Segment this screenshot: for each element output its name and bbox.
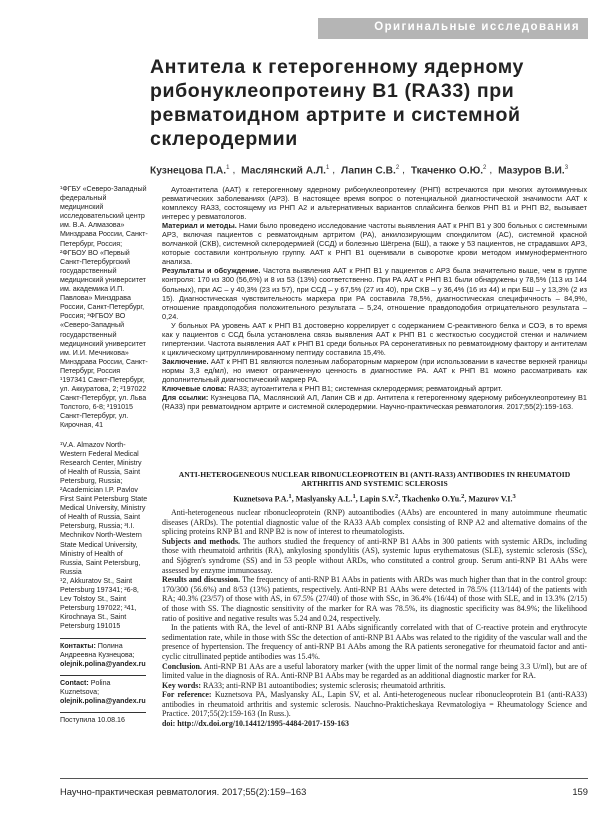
author-separator: , [355, 494, 360, 504]
contact-name: Полина Андреевна Кузнецова; [60, 641, 135, 659]
section-text: Кузнецова ПА, Маслянский АЛ, Лапин СВ и др. Антитела к гетерогенному ядерному рибонуклеопротеину В1 (RA33) при ревматоидном артрите и системной склеродермии. Научно-практическая ревматология. 2017;55(2):159-163. [162, 393, 588, 412]
author-name: Mazurov V.I. [468, 494, 513, 504]
abstract-citation [162, 690, 587, 719]
author-name: Lapin S.V. [359, 494, 395, 504]
section-label: Subjects and methods. [162, 536, 241, 546]
author-name: Maslyansky A.L. [295, 494, 353, 504]
section-label: Результаты и обсуждение. [162, 266, 261, 276]
authors-en [162, 493, 587, 504]
doi-label: doi: [162, 719, 176, 729]
abstract-results-continued: У больных РА уровень ААТ к РНП В1 достоверно коррелирует с содержанием С-реактивного белка и СОЭ, в то время как у пациентов с ССД была установлена связь выявления ААТ к РНП В1 с жесткостью сосудистой стенки и наличием гипертензии. Частота выявления ААТ к РНП В1 среди больных РА серонегативных по ревматоидному фактору и антителам к циклическому цитруллинированному пептиду составила 15,4%. [162, 320, 587, 357]
abstract-results-continued: In the patients with RA, the level of anti-RNP B1 AAbs significantly correlated with that of C-reactive protein and erythrocyte sedimentation rate, while in those with SSc the detection of anti-RNP B1 AAbs was related to the rigidity of the vascular wall and the presence of hypertension. The frequency of anti-RNP B1 AAbs among the RA patients seronegative for rheumatoid factor and anti-cyclic citrullinated peptide antibodies was 15.4%. [162, 623, 587, 661]
author-sup: 2 [461, 493, 465, 500]
contact-email-link[interactable]: olejnik.polina@yandex.ru [60, 659, 146, 668]
contact-email-link[interactable]: olejnik.polina@yandex.ru [60, 696, 146, 705]
abstract-citation [162, 393, 587, 411]
section-label: Для ссылки: [162, 393, 209, 403]
affiliations-sidebar [60, 185, 148, 725]
abstract-en [162, 508, 587, 729]
author-separator: , [402, 165, 405, 177]
section-text: ААТ к РНП В1 являются полезным лабораторным маркером (при использовании в качестве верхней границы нормы 3,3 ед/мл), но имеют ограниченную ценность в диагностике РА. ААТ к РНП В1 можно рассматривать как дополнительный диагностический маркер РА. [162, 356, 587, 384]
author-sup: 1 [325, 165, 330, 171]
author-separator: , [291, 494, 296, 504]
author-sup: 3 [564, 165, 569, 171]
section-label: Results and discussion. [162, 575, 241, 585]
author-separator: , [398, 494, 402, 504]
divider [60, 675, 146, 676]
section-text: Anti-RNP B1 AAs are a useful laboratory marker (with the upper limit of the normal range being 3.3 U/ml), but are of limited value in the diagnosis of RA. Anti-RNP B1 AAbs may be regarded as an additional diagnostic marker for RA. [162, 661, 588, 681]
author-name: Лапин С.В. [340, 165, 396, 177]
abstract-methods [162, 537, 587, 575]
author-sup: 2 [483, 165, 487, 171]
contact-label: Contact: [60, 678, 89, 687]
author-sup: 3 [512, 493, 516, 500]
author-sup: 2 [394, 493, 399, 500]
section-text: Нами было проведено исследование частоты выявления ААТ к РНП В1 у 300 больных с системными АРЗ, включая пациентов с ревматоидным артритом (РА), анкилозирующим спондилитом (АС), системной красной волчанкой (СКВ), системной склеродермией (ССД) и болезнью Шёгрена (БШ), а также у 53 пациентов, не страдавших АРЗ, которые составили контрольную группу. ААТ к РНП В1 оценивали в сыворотке крови методом иммуноферментного анализа. [162, 221, 587, 267]
abstract-conclusion [162, 357, 587, 384]
author-sup: 1 [226, 165, 230, 171]
received-date: Поступила 10.08.16 [60, 716, 125, 725]
abstract-keywords [162, 384, 587, 393]
section-banner: Оригинальные исследования [318, 18, 588, 39]
affiliations-en: ¹V.A. Almazov North-Western Federal Medical Research Center, Ministry of Health of Russia, Saint Petersburg, Russia; ²Academician I.P. Pavlov First Saint Petersburg State Medical University, Ministry of Health of Russia, Saint Petersburg, Russia; ³I.I. Mechnikov North-Western State Medical University, Ministry of Health of Russia, Saint Petersburg, Russia ¹2, Akkuratov St., Saint Petersburg 197341; ²6-8, Lev Tolstoy St., Saint Petersburg 197022; ³41, Kirochnaya St., Saint Petersburg 191015 [60, 440, 148, 631]
section-text: Kuznetsova PA, Maslyansky AL, Lapin SV, et al. Anti-heterogeneous nuclear ribonucleoprotein B1 (anti-RA33) antibodies in rheumatoid arthritis and systemic sclerosis. Nauchno-Prakticheskaya Revmatologiya = Rheumatology Science and Practice. 2017;55(2):159-163 (In Russ.). [162, 690, 588, 719]
divider [60, 712, 146, 713]
author-name: Ткаченко О.Ю. [410, 165, 484, 177]
section-label: Заключение. [162, 356, 209, 366]
section-label: Материал и методы. [162, 221, 237, 231]
divider [60, 638, 146, 639]
abstract-results [162, 266, 587, 320]
section-text: The authors studied the frequency of anti-RNP B1 AAbs in 300 patients with systemic ARDs, including those with rheumatoid arthritis (RA), ankylosing spondylitis (AS), systemic lupus erythematosus (SLE), systemic sclerosis (SSc), and Sjögren's syndrome (SS) and in 53 people without ARDs, who constituted a control group. Serum anti-RNP B1 AAbs were assessed by enzyme immunoassay. [162, 536, 587, 575]
author-separator: , [332, 165, 336, 177]
author-separator: , [232, 165, 236, 177]
footer-journal: Научно-практическая ревматология. 2017;55(2):159–163 [60, 786, 307, 797]
abstract-results [162, 575, 587, 623]
section-text: The frequency of anti-RNP B1 AAbs in patients with ARDs was much higher than that in the control group: 170/300 (56.6%) and 8/53 (13%) patients, respectively. Anti-RNP B1 AAbs were detected in 78.5% (113/144) of the patients with RA; 40.3% (23/57) of those with AS, in 67.5% (27/40) of those with SSc, in 36.4% (16/44) of those with SLE, and in 13.3% (2/15) of those with SS. The diagnostic sensitivity of the marker for RA was 78.5%, its diagnostic specificity was 84.9%; the likelihood ratio of positive and negative results was 5.24 and 0.24, respectively. [162, 575, 587, 623]
article-title: Антитела к гетерогенному ядерному рибонуклеопротеину В1 (RA33) при ревматоидном артрите и системной склеродермии [150, 56, 524, 150]
footer-divider [60, 778, 588, 779]
section-text: Частота выявления ААТ к РНП В1 у пациентов с АРЗ была значительно выше, чем в группе контроля: 170 из 300 (56,6%) и 8 из 53 (13%) соответственно. При РА ААТ к РНП В1 были обнаружены у 78,5% (113 из 144 больных), при АС – у 40,3% (23 из 57), при ССД – у 67,5% (27 из 40), при СКВ – у 36,4% (16 из 44) и при БШ – у 13,3% (2 из 15). Диагностическая чувствительность маркера при РА составила 78,5%, диагностическая специфичность – 84,9%, отношение правдоподобия положительного результата – 5,24, отношение правдоподобия отрицательного результата – 0,24. [162, 266, 587, 321]
section-label: For reference: [162, 690, 212, 700]
abstract-methods [162, 221, 587, 266]
section-label: Key words: [162, 680, 202, 690]
abstract-intro: Anti-heterogeneous nuclear ribonucleoprotein (RNP) autoantibodies (AAbs) are encountered in many autoimmune rheumatic diseases (ARDs). The potential diagnostic value of the RA33 AAb complex consisting of RNP A2 and alternative domains of the splicing proteins RNP B1 and RNP B2 is now of interest to rheumatologists. [162, 508, 587, 537]
author-name: Кузнецова П.А. [150, 165, 227, 177]
english-title: ANTI-HETEROGENEOUS NUCLEAR RIBONUCLEOPROTEIN B1 (ANTI-RA33) ANTIBODIES IN RHEUMATOID ARTHRITIS AND SYSTEMIC SCLEROSIS [178, 470, 571, 488]
contact-en [60, 679, 148, 706]
contact-ru [60, 642, 148, 669]
author-separator: , [464, 494, 469, 504]
abstract-intro: Аутоантитела (ААТ) к гетерогенному ядерному рибонуклеопротеину (РНП) встречаются при многих аутоиммунных ревматических заболеваниях (АРЗ). В настоящее время вопрос о потенциальной диагностической значимости ААТ к комплексу RA33, состоящему из РНП А2 и альтернативных вариантов сплайсинга белков РНП В1 и РНП В2, вызывает интерес у ревматологов. [162, 185, 587, 222]
author-sup: 1 [352, 493, 356, 500]
contact-label: Контакты: [60, 641, 96, 650]
abstract-conclusion [162, 662, 587, 681]
authors-ru [150, 165, 600, 176]
abstract-keywords [162, 681, 587, 691]
affiliations-ru: ¹ФГБУ «Северо-Западный федеральный медицинский исследовательский центр им. В.А. Алмазова» Минздрава России, Санкт-Петербург, Россия; ²ФГБОУ ВО «Первый Санкт-Петербургский государственный медицинский университет им. академика И.П. Павлова» Минздрава России, Санкт-Петербург, Россия; ³ФГБОУ ВО «Северо-Западный государственный медицинский университет им. И.И. Мечникова» Минздрава России, Санкт-Петербург, Россия ¹197341 Санкт-Петербург, ул. Аккуратова, 2; ²197022 Санкт-Петербург, ул. Льва Толстого, 6-8; ³191015 Санкт-Петербург, ул. Кирочная, 41 [60, 185, 148, 430]
section-text: RA33; аутоантитела к РНП В1; системная склеродермия; ревматоидный артрит. [228, 384, 503, 394]
page-number: 159 [572, 786, 588, 797]
author-name: Маслянский А.Л. [241, 165, 326, 177]
author-sup: 2 [395, 165, 400, 171]
author-name: Мазуров В.И. [498, 165, 565, 177]
section-label: Ключевые слова: [162, 384, 227, 394]
doi-link[interactable]: http://dx.doi.org/10.14412/1995-4484-2017-159-163 [177, 719, 349, 729]
contact-name: Polina Kuznetsova; [60, 678, 111, 696]
author-name: Tkachenko O.Yu. [402, 494, 462, 504]
author-name: Kuznetsova P.A. [233, 494, 289, 504]
author-sup: 1 [288, 493, 292, 500]
abstract-ru [162, 185, 587, 411]
section-text: RA33; anti-RNP B1 autoantibodies; systemic sclerosis; rheumatoid arthritis. [203, 680, 446, 690]
doi [162, 719, 587, 729]
section-label: Conclusion. [162, 661, 202, 671]
author-separator: , [489, 165, 493, 177]
